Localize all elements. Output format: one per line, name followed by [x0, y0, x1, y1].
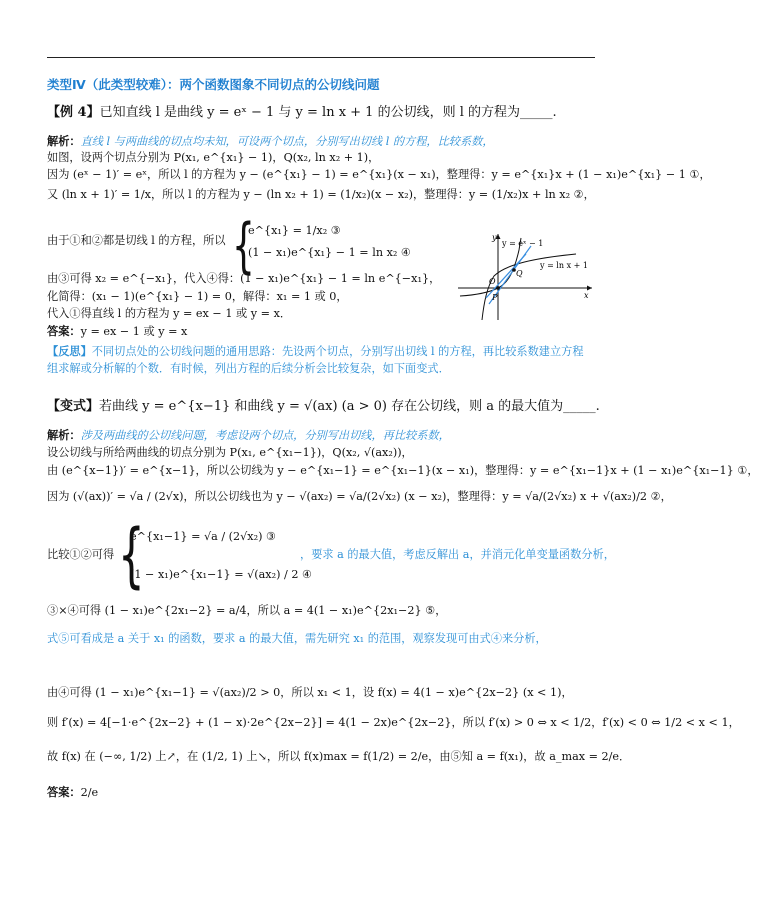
solution-1-line: 如图，设两个切点分别为 P(x₁, e^{x₁} − 1)，Q(x₂, ln x₂ + 1)， [47, 151, 380, 164]
label-point-p: P [492, 293, 498, 302]
solution-2-line: 由④可得 (1 − x₁)e^{x₁−1} = √(ax₂)/2 > 0，所以 x₁ < 1，设 f(x) = 4(1 − x)e^{2x−2} (x < 1)， [47, 686, 573, 699]
solution-2-line: 故 f(x) 在 (−∞, 1/2) 上↗，在 (1/2, 1) 上↘，所以 f(x)max = f(1/2) = 2/e，由⑤知 a = f(x₁)，故 a_max = 2/e． [47, 750, 631, 763]
answer-label: 答案： [47, 785, 81, 799]
solution-1-hint [47, 134, 494, 149]
reflection-1 [47, 344, 584, 359]
example-4 [47, 106, 557, 120]
solution-1-system-intro: 由于①和②都是切线 l 的方程，所以 [47, 234, 226, 247]
answer-label: 答案： [47, 324, 81, 338]
label-origin: O [489, 277, 496, 286]
solution-hint: 直线 l 与两曲线的切点均未知，可设两个切点，分别写出切线 l 的方程，比较系数， [80, 135, 494, 148]
solution-label: 解析： [47, 428, 81, 442]
x-axis-arrow [587, 286, 592, 291]
solution-2-line: 设公切线与所给两曲线的切点分别为 P(x₁, e^{x₁−1})，Q(x₂, √(ax₂))， [47, 446, 413, 459]
answer-value: y = ex − 1 或 y = x [80, 325, 188, 338]
answer-value: 2/e [80, 786, 99, 799]
solution-2-analysis: 式⑤可看成是 a 关于 x₁ 的函数，要求 a 的最大值，需先研究 x₁ 的范围，观察发现可由式④来分析， [47, 632, 547, 645]
label-log-curve: y = ln x + 1 [540, 261, 588, 270]
solution-1-line: 由③可得 x₂ = e^{−x₁}，代入④得：(1 − x₁)e^{x₁} − 1 = ln e^{−x₁}， [47, 272, 441, 285]
reflection-2: 组求解或分析解的个数．有时候，列出方程的后续分析会比较复杂，如下面变式． [47, 362, 450, 375]
answer-2 [47, 785, 98, 800]
variant-question [47, 400, 600, 414]
system-brace: { [232, 211, 255, 281]
label-x-axis: x [584, 291, 589, 300]
label-exp-curve: y = eˣ − 1 [502, 239, 544, 248]
solution-2-hint [47, 428, 450, 443]
solution-1-line: 化简得：(x₁ − 1)(e^{x₁} − 1) = 0，解得：x₁ = 1 或 0， [47, 290, 348, 303]
reflection-text: 不同切点处的公切线问题的通用思路：先设两个切点，分别写出切线 l 的方程，再比较系数建立方程 [91, 345, 584, 358]
equation-3: e^{x₁−1} = √a / (2√x₂) ③ [130, 530, 277, 543]
solution-1-line: 因为 (eˣ − 1)′ = eˣ，所以 l 的方程为 y − (e^{x₁} − 1) = e^{x₁}(x − x₁)，整理得：y = e^{x₁}x + (1 − x₁)e^{x₁} − 1 ①， [47, 168, 711, 181]
solution-hint: 涉及两曲线的公切线问题，考虑设两个切点，分别写出切线，再比较系数， [80, 429, 450, 442]
equation-4: (1 − x₁)e^{x₁} − 1 = ln x₂ ④ [248, 246, 411, 259]
solution-2-line: 则 f′(x) = 4[−1·e^{2x−2} + (1 − x)·2e^{2x−2}] = 4(1 − 2x)e^{2x−2}，所以 f′(x) > 0 ⇔ x < 1/2，f′(x) < 0 ⇔ 1/2 < x < 1， [47, 716, 740, 729]
section-title: 类型Ⅳ（此类型较难）：两个函数图象不同切点的公切线问题 [47, 77, 380, 92]
solution-2-line: 因为 (√(ax))′ = √a / (2√x)，所以公切线也为 y − √(ax₂) = √a/(2√x₂) (x − x₂)，整理得：y = √a/(2√x₂) x + √(ax₂)/2 ②， [47, 490, 672, 503]
tangent-graph [456, 232, 594, 322]
equation-3: e^{x₁} = 1/x₂ ③ [248, 224, 341, 237]
solution-label: 解析： [47, 134, 81, 148]
system-brace: { [118, 514, 145, 596]
variant-label: 【变式】 [47, 399, 100, 414]
solution-2-line: 由 (e^{x−1})′ = e^{x−1}，所以公切线为 y − e^{x₁−1} = e^{x₁−1}(x − x₁)，整理得：y = e^{x₁−1}x + (1 − x₁)e^{x₁−1} ①， [47, 464, 759, 477]
solution-1-line: 又 (ln x + 1)′ = 1/x，所以 l 的方程为 y − (ln x₂ + 1) = (1/x₂)(x − x₂)，整理得：y = (1/x₂)x + ln x₂ ②， [47, 188, 595, 201]
example-question: 已知直线 l 是曲线 y = eˣ − 1 与 y = ln x + 1 的公切线，则 l 的方程为_____. [99, 105, 557, 120]
solution-2-note: ，要求 a 的最大值，考虑反解出 a，并消元化单变量函数分析， [300, 548, 615, 561]
answer-1 [47, 324, 187, 339]
label-y-axis: y [492, 233, 497, 242]
header-rule [47, 57, 595, 58]
solution-1-line: 代入①得直线 l 的方程为 y = ex − 1 或 y = x． [47, 307, 292, 320]
variant-text: 若曲线 y = e^{x−1} 和曲线 y = √(ax) (a > 0) 存在公切线，则 a 的最大值为_____. [99, 399, 600, 414]
label-point-q: Q [516, 269, 523, 278]
solution-2-system-intro: 比较①②可得 [47, 548, 115, 561]
solution-2-line: ③×④可得 (1 − x₁)e^{2x₁−2} = a/4，所以 a = 4(1 − x₁)e^{2x₁−2} ⑤， [47, 604, 447, 617]
equation-4: (1 − x₁)e^{x₁−1} = √(ax₂) / 2 ④ [130, 568, 313, 581]
example-label: 【例 4】 [47, 105, 100, 120]
reflection-label: 【反思】 [47, 344, 92, 358]
point-p [496, 286, 500, 290]
